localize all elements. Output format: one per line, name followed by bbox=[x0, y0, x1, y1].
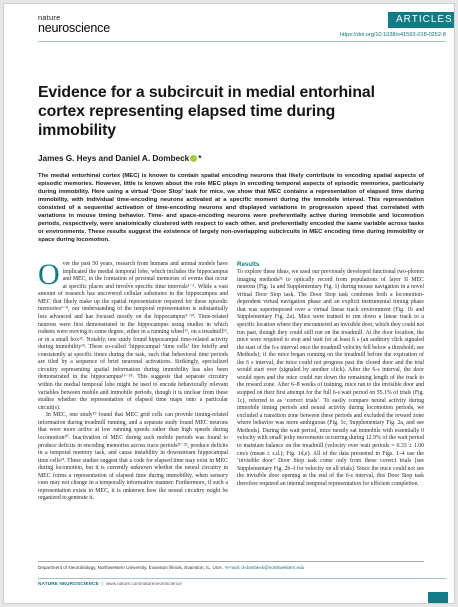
footer-journal-name: NATURE NEUROSCIENCE bbox=[38, 581, 99, 586]
article-title: Evidence for a subcircuit in medial entorhinal cortex representing elapsed time during immobility bbox=[38, 84, 375, 139]
footer-accent-block bbox=[428, 592, 448, 604]
correspondence-email[interactable]: *e-mail: d-dombeck@northwestern.edu bbox=[224, 565, 305, 570]
intro-paragraph-1-text: ver the past 50 years, research from humans and animal models have implicated the medial temporal lobe, which includes the hippocampus and MEC, in the formation of personal memories of events that occur at specific places and involve specific time intervals¹⁻⁵. While a vast amount of research has uncovered cellular substrates in the hippocampus and MEC that likely make up the spatial representation required for these episodic memories⁶⁻⁸, our understanding of the temporal representation is substantially less advanced and has focused mostly on the hippocampus⁹⁻¹⁴. Time-related neurons were first demonstrated in the hippocampus using studies in which rodents were moving to some degree, either in a running wheel¹¹, on a treadmill¹³, or in a small box¹⁵. Notably, one study found hippocampal time-related activity during immobility¹⁵. These so-called ‘hippocampal ‘time cells’ fire briefly and consistently at specific times during the task, such that behavioral time periods are tiled by a sequence of brief neuronal activations. Strikingly, specialized circuitry representing spatial information during immobility has also been demonstrated in the hippocampus¹⁶⁻¹⁸. This suggests that separate circuitry within the medial temporal lobe might be used to encode behaviorally relevant variables between mobile and immobile periods, though it is unclear from these studies whether the representation of elapsed time maps onto a particular circuit(s). bbox=[38, 261, 228, 411]
affiliation-note bbox=[38, 565, 438, 570]
intro-column bbox=[38, 258, 228, 503]
results-heading: Results bbox=[237, 261, 260, 268]
affiliation-text: Department of Neurobiology, Northwestern University, Evanston Illinois, Evanston, IL, USA. bbox=[38, 565, 224, 570]
page-footer bbox=[38, 581, 182, 586]
logo-neuroscience-text: neuroscience bbox=[38, 20, 110, 35]
author-names[interactable]: James G. Heys and Daniel A. Dombeck bbox=[38, 154, 190, 163]
results-paragraph-1: To explore these ideas, we used our previously developed functional two-photon imaging methods²⁵ to optically record from populations of layer II MEC neurons (Fig. 1a and Supplementary Fig. 1) during mouse navigation in a novel virtual Door Stop task. The Door Stop task combines both a locomotion-dependent virtual navigation phase and an explicit instrumental timing phase that was superimposed over a virtual linear track environment (Fig. 1b and Supplementary Fig. 2a). Mice were trained to run down a linear track to a specific location where they encountered an invisible door, which they could not run past, though they could still run on the treadmill. At the door location, the mice were required to stop and wait for at least 6 s (an auditory click signaled the start of the 6-s interval once the treadmill velocity fell below a threshold; see Methods); if the mice began running on the treadmill before the expiration of the 6 s interval, the mice could not progress past the closed door and the trial would start over (signaled by another click). After the 6-s interval, the door would open and the mice could run down the remaining length of the track to the reward zone. After 6–8 weeks of training, mice ran to the invisible door and stopped on their first attempt for the full 6-s wait period on 55.1% of trials (Fig. 1c), referred to as ‘correct trials’. To easily compare neural activity during immobile timing periods and neural activity during locomotion periods, we excluded a transition zone between these periods and excluded the reward zone where behavior was more ambiguous (Fig. 1c, Supplementary Fig. 2a, and see Methods). During the wait period, mice mostly sat immobile with essentially 0 velocity with small jerky movements occurring during 12.9% of the wait period to maintain balance on the treadmill (velocity over wait periods = 0.33 ± 1.00 cm/s (mean ± s.d.); Fig. 1d,e). All of the data presented in Figs. 1–4 use the ‘invisible door’ Door Stop task come only from these correct trials (see Supplementary Fig. 2b–f for velocity on all trials). Since the mice could not see the invisible door opening at the end of the 6-s interval, this Door Stop task therefore required an internal temporal representation for efficient completion. bbox=[237, 269, 424, 487]
logo-nature-text: nature bbox=[38, 13, 61, 22]
drop-cap: O bbox=[38, 258, 60, 291]
doi-link[interactable]: https://doi.org/10.1038/s41593-018-0252-8 bbox=[339, 32, 446, 38]
corresponding-author-marker: * bbox=[198, 154, 202, 163]
results-column bbox=[237, 261, 424, 488]
orcid-icon[interactable] bbox=[190, 155, 197, 162]
footer-journal-url[interactable]: www.nature.com/natureneuroscience bbox=[106, 581, 182, 586]
article-page bbox=[3, 3, 455, 604]
intro-paragraph-1 bbox=[38, 258, 228, 412]
section-badge: ARTICLES bbox=[388, 12, 454, 28]
intro-paragraph-2: In MEC, one study¹⁹ found that MEC grid cells can provide timing-related information during treadmill running, and a separate study found MEC neurons that were more active at low running speeds rather than high speeds during locomotion²⁰. Inactivation of MEC during such mobile periods was found to produce deficits in encoding memories across trace periods²¹⁻²³, produce deficits in a temporal memory task, and cause instability in downstream hippocampal time cells²⁴. These studies suggest that a code for elapsed time may exist in MEC during locomotion, but it is currently unknown whether the neural circuitry in MEC forms a representation of elapsed time during immobility, when sensory cues may not change in a temporally informative manner. Furthermore, if such a representation exists in MEC, it is unknown how the neural circuitry might be organized to generate it. bbox=[38, 412, 228, 502]
footnote-divider bbox=[38, 561, 424, 562]
journal-logo[interactable] bbox=[38, 14, 110, 34]
author-list bbox=[38, 154, 201, 163]
footer-divider bbox=[38, 578, 446, 579]
footer-separator: | bbox=[101, 581, 104, 586]
header-divider bbox=[38, 41, 446, 42]
abstract: The medial entorhinal cortex (MEC) is known to contain spatial encoding neurons that likely contribute to encoding spatial aspects of episodic memories. However, little is known about the role MEC plays in encoding temporal aspects of episodic memories, particularly during immobility. Here using a virtual ‘Door Stop’ task for mice, we show that MEC contains a representation of elapsed time during immobility, with individual time-encoding neurons activated at a specific moment during the immobile interval. This representation consisted of a sequential activation of time-encoding neurons and displayed variations in progression speed that correlated with variations in mouse timing behavior. Time- and space-encoding neurons were preferentially active during immobile and locomotion periods, respectively, were anatomically clustered with respect to each other, and preferentially encoded the same variable across tasks or environments. These results suggest the existence of largely non-overlapping subcircuits in MEC encoding time during immobility or space during locomotion. bbox=[38, 173, 424, 244]
